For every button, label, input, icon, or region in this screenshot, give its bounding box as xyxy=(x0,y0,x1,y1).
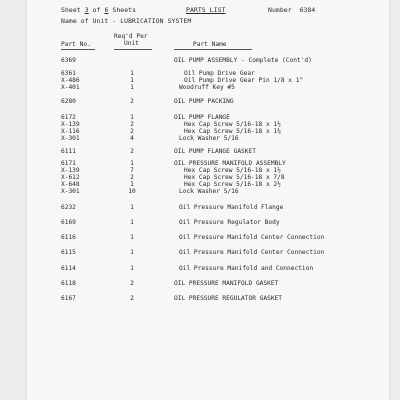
part-number: 6172 xyxy=(61,114,76,121)
quantity: 1 xyxy=(130,160,134,167)
part-number: 6167 xyxy=(61,295,76,302)
part-number: X-401 xyxy=(61,84,80,91)
sheets-word: Sheets xyxy=(112,6,137,14)
document-title: PARTS LIST xyxy=(186,6,226,14)
part-name: Hex Cap Screw 5/16-18 x 2½ xyxy=(184,181,281,188)
quantity: 1 xyxy=(130,77,134,84)
quantity: 7 xyxy=(130,167,134,174)
part-number: X-486 xyxy=(61,77,80,84)
part-name: OIL PRESSURE MANIFOLD GASKET xyxy=(174,280,279,287)
part-name: Hex Cap Screw 5/16-18 x 1½ xyxy=(184,167,281,174)
quantity: 1 xyxy=(130,181,134,188)
unit-name: Name of Unit - LUBRICATION SYSTEM xyxy=(61,17,192,25)
part-name: OIL PUMP PACKING xyxy=(174,98,234,105)
of-word: of xyxy=(92,6,101,14)
part-name: Oil Pressure Manifold and Connection xyxy=(179,265,314,272)
document-number xyxy=(268,6,315,14)
part-name: Oil Pressure Manifold Center Connection xyxy=(179,249,325,256)
sheet-number: 3 xyxy=(84,6,89,14)
sheet-word: Sheet xyxy=(61,6,81,14)
sheet-indicator xyxy=(61,6,136,14)
part-name: OIL PUMP ASSEMBLY - Complete (Cont'd) xyxy=(174,57,312,64)
quantity: 1 xyxy=(130,234,134,241)
part-name: Hex Cap Screw 5/16-18 x 1½ xyxy=(184,121,281,128)
part-number: 6232 xyxy=(61,204,76,211)
quantity: 4 xyxy=(130,135,134,142)
part-number: X-648 xyxy=(61,181,80,188)
part-name: Hex Cap Screw 5/16-18 x 7/8 xyxy=(184,174,285,181)
part-number: 6115 xyxy=(61,249,76,256)
part-name: Oil Pressure Manifold Flange xyxy=(179,204,284,211)
quantity: 2 xyxy=(130,98,134,105)
number-value: 6384 xyxy=(299,6,316,14)
col-header-req-line1: Req'd Per xyxy=(114,33,148,40)
quantity: 1 xyxy=(130,204,134,211)
quantity: 1 xyxy=(130,219,134,226)
part-number: X-116 xyxy=(61,128,80,135)
col-header-part-no: Part No. xyxy=(61,41,91,48)
part-name: Lock Washer 5/16 xyxy=(179,135,239,142)
part-number: 6114 xyxy=(61,265,76,272)
part-number: X-301 xyxy=(61,188,80,195)
part-name: Oil Pressure Manifold Center Connection xyxy=(179,234,325,241)
quantity: 2 xyxy=(130,295,134,302)
part-name: Hex Cap Screw 5/16-18 x 1⅜ xyxy=(184,128,281,135)
part-number: X-612 xyxy=(61,174,80,181)
quantity: 2 xyxy=(130,128,134,135)
quantity: 1 xyxy=(130,249,134,256)
part-name: OIL PRESSURE MANIFOLD ASSEMBLY xyxy=(174,160,286,167)
part-number: 6111 xyxy=(61,148,76,155)
quantity: 2 xyxy=(130,148,134,155)
part-name: Lock Washer 5/16 xyxy=(179,188,239,195)
part-name: OIL PRESSURE REGULATOR GASKET xyxy=(174,295,283,302)
quantity: 2 xyxy=(130,121,134,128)
part-number: 6118 xyxy=(61,280,76,287)
part-number: X-301 xyxy=(61,135,80,142)
quantity: 1 xyxy=(130,70,134,77)
col-rule-part-no xyxy=(61,49,95,50)
part-name: Oil Pump Drive Gear xyxy=(184,70,255,77)
part-number: X-139 xyxy=(61,167,80,174)
quantity: 1 xyxy=(130,114,134,121)
part-name: Oil Pressure Regulator Body xyxy=(179,219,280,226)
number-label: Number xyxy=(268,6,292,14)
part-name: OIL PUMP FLANGE xyxy=(174,114,230,121)
quantity: 2 xyxy=(130,280,134,287)
part-name: Oil Pump Drive Gear Pin 1/8 x 1" xyxy=(184,77,304,84)
part-number: 6361 xyxy=(61,70,76,77)
quantity: 10 xyxy=(128,188,136,195)
part-number: 6280 xyxy=(61,98,76,105)
part-name: Woodruff Key #5 xyxy=(179,84,235,91)
part-number: X-139 xyxy=(61,121,80,128)
part-name: OIL PUMP FLANGE GASKET xyxy=(174,148,256,155)
col-rule-qty xyxy=(114,49,152,50)
col-rule-part-name xyxy=(174,49,252,50)
col-header-req-line2: Unit xyxy=(124,40,139,47)
quantity: 1 xyxy=(130,84,134,91)
part-number: 6116 xyxy=(61,234,76,241)
part-number: 6369 xyxy=(61,57,76,64)
part-number: 6169 xyxy=(61,219,76,226)
col-header-part-name: Part Name xyxy=(193,41,227,48)
quantity: 2 xyxy=(130,174,134,181)
sheet-total: 6 xyxy=(104,6,109,14)
quantity: 1 xyxy=(130,265,134,272)
part-number: 6171 xyxy=(61,160,76,167)
